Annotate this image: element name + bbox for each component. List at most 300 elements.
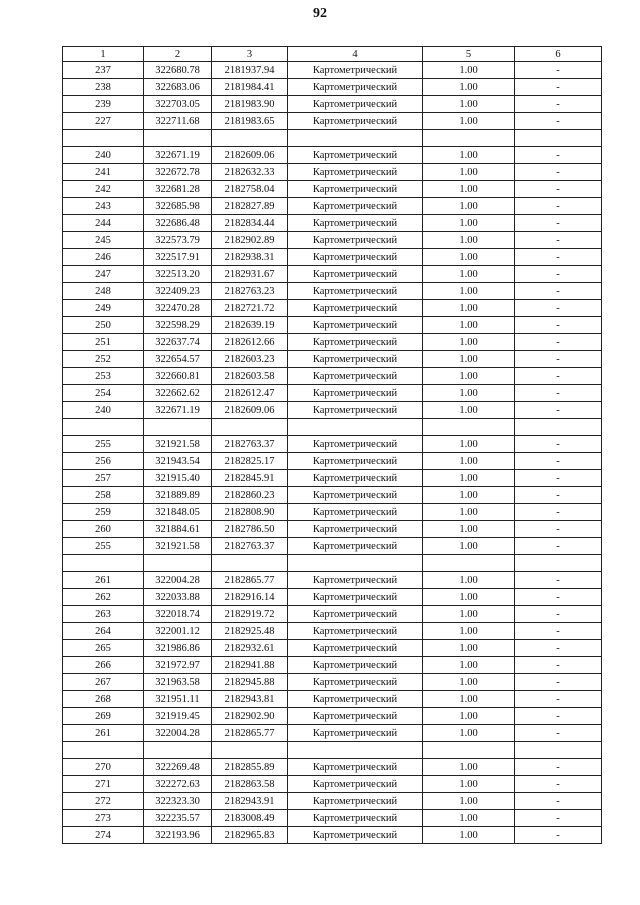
table-cell: 1.00 — [423, 249, 515, 266]
table-cell: Картометрический — [288, 725, 423, 742]
table-cell: 1.00 — [423, 266, 515, 283]
table-cell: - — [515, 623, 602, 640]
table-cell: - — [515, 538, 602, 555]
table-cell: 270 — [63, 759, 144, 776]
table-cell: - — [515, 283, 602, 300]
table-cell — [288, 555, 423, 572]
table-row — [63, 249, 602, 266]
table-cell: 322004.28 — [144, 725, 212, 742]
table-cell: 322681.28 — [144, 181, 212, 198]
table-cell: 2182945.88 — [212, 674, 288, 691]
table-cell: 322004.28 — [144, 572, 212, 589]
table-cell: 245 — [63, 232, 144, 249]
table-cell: 247 — [63, 266, 144, 283]
table-cell: 322018.74 — [144, 606, 212, 623]
table-cell: - — [515, 79, 602, 96]
table-cell: 322409.23 — [144, 283, 212, 300]
table-cell: 240 — [63, 402, 144, 419]
table-cell: - — [515, 572, 602, 589]
table-cell: 1.00 — [423, 759, 515, 776]
table-cell — [288, 419, 423, 436]
table-cell: 2182865.77 — [212, 725, 288, 742]
table-cell: 2181983.65 — [212, 113, 288, 130]
table-cell: Картометрический — [288, 708, 423, 725]
table-cell — [515, 130, 602, 147]
table-cell: - — [515, 266, 602, 283]
table-cell: 2182865.77 — [212, 572, 288, 589]
table-body — [63, 62, 602, 844]
table-cell: 241 — [63, 164, 144, 181]
table-cell: Картометрический — [288, 79, 423, 96]
table-row — [63, 470, 602, 487]
table-row — [63, 708, 602, 725]
table-cell: 2182827.89 — [212, 198, 288, 215]
table-cell: 2182902.90 — [212, 708, 288, 725]
table-cell: Картометрический — [288, 334, 423, 351]
table-cell: 269 — [63, 708, 144, 725]
table-cell — [423, 555, 515, 572]
table-row — [63, 79, 602, 96]
table-cell: 2181983.90 — [212, 96, 288, 113]
table-cell: 2182721.72 — [212, 300, 288, 317]
table-cell: 321951.11 — [144, 691, 212, 708]
table-cell: 1.00 — [423, 198, 515, 215]
table-cell — [212, 419, 288, 436]
table-cell: 2181984.41 — [212, 79, 288, 96]
table-cell — [515, 742, 602, 759]
table-row — [63, 691, 602, 708]
table-cell: 322235.57 — [144, 810, 212, 827]
table-row — [63, 521, 602, 538]
table-cell — [212, 130, 288, 147]
table-cell: 322513.20 — [144, 266, 212, 283]
table-cell: 321915.40 — [144, 470, 212, 487]
page-number: 92 — [313, 6, 327, 21]
table-cell: - — [515, 453, 602, 470]
table-cell — [63, 742, 144, 759]
table-cell: - — [515, 300, 602, 317]
table-cell: Картометрический — [288, 96, 423, 113]
column-header-3: 3 — [212, 47, 288, 62]
table-cell: - — [515, 691, 602, 708]
table-row — [63, 589, 602, 606]
table-cell — [212, 742, 288, 759]
table-cell: 2182612.66 — [212, 334, 288, 351]
table-cell: 266 — [63, 657, 144, 674]
table-cell: 1.00 — [423, 385, 515, 402]
table-row — [63, 164, 602, 181]
table-cell: 246 — [63, 249, 144, 266]
table-cell: 322269.48 — [144, 759, 212, 776]
table-cell: 273 — [63, 810, 144, 827]
table-cell: 1.00 — [423, 572, 515, 589]
table-cell: 2182925.48 — [212, 623, 288, 640]
table-cell — [144, 130, 212, 147]
table-row — [63, 266, 602, 283]
table-row — [63, 640, 602, 657]
table-cell: 2182612.47 — [212, 385, 288, 402]
table-cell: 322517.91 — [144, 249, 212, 266]
table-row — [63, 623, 602, 640]
table-cell: Картометрический — [288, 623, 423, 640]
table-row — [63, 368, 602, 385]
table-cell: 1.00 — [423, 793, 515, 810]
column-header-5: 5 — [423, 47, 515, 62]
table-cell: - — [515, 385, 602, 402]
table-cell: 274 — [63, 827, 144, 844]
table-cell: - — [515, 334, 602, 351]
table-cell: Картометрический — [288, 589, 423, 606]
table-cell: 1.00 — [423, 623, 515, 640]
table-cell: - — [515, 436, 602, 453]
table-cell: - — [515, 317, 602, 334]
table-cell: 2182855.89 — [212, 759, 288, 776]
table-row — [63, 334, 602, 351]
table-cell: Картометрический — [288, 606, 423, 623]
table-row — [63, 725, 602, 742]
coordinates-table — [62, 46, 602, 844]
table-cell: 322323.30 — [144, 793, 212, 810]
table-cell: 1.00 — [423, 827, 515, 844]
table-cell: - — [515, 640, 602, 657]
table-cell: 322672.78 — [144, 164, 212, 181]
column-header-4: 4 — [288, 47, 423, 62]
table-cell: 322193.96 — [144, 827, 212, 844]
table-cell: 2182931.67 — [212, 266, 288, 283]
table-row — [63, 402, 602, 419]
table-cell — [212, 555, 288, 572]
table-cell: 322703.05 — [144, 96, 212, 113]
table-cell: 262 — [63, 589, 144, 606]
table-cell: 1.00 — [423, 674, 515, 691]
table-row — [63, 62, 602, 79]
table-cell: 227 — [63, 113, 144, 130]
table-cell: 1.00 — [423, 538, 515, 555]
table-cell: - — [515, 368, 602, 385]
table-cell: 321963.58 — [144, 674, 212, 691]
table-cell: 256 — [63, 453, 144, 470]
table-cell: - — [515, 487, 602, 504]
table-cell: 2182808.90 — [212, 504, 288, 521]
table-cell: 2182758.04 — [212, 181, 288, 198]
table-cell: Картометрический — [288, 436, 423, 453]
table-cell: 322660.81 — [144, 368, 212, 385]
table-cell: 244 — [63, 215, 144, 232]
table-cell: 264 — [63, 623, 144, 640]
table-cell: - — [515, 708, 602, 725]
table-cell: 321986.86 — [144, 640, 212, 657]
table-cell: 322662.62 — [144, 385, 212, 402]
table-cell: Картометрический — [288, 351, 423, 368]
table-cell: - — [515, 164, 602, 181]
table-row — [63, 300, 602, 317]
table-cell: 2182825.17 — [212, 453, 288, 470]
table-cell: 1.00 — [423, 606, 515, 623]
table-cell: Картометрический — [288, 402, 423, 419]
table-cell: 321943.54 — [144, 453, 212, 470]
table-cell: - — [515, 113, 602, 130]
table-cell: Картометрический — [288, 181, 423, 198]
table-cell: Картометрический — [288, 249, 423, 266]
table-cell: 2182786.50 — [212, 521, 288, 538]
table-cell: - — [515, 776, 602, 793]
table-cell: 243 — [63, 198, 144, 215]
table-row — [63, 317, 602, 334]
table-cell: Картометрический — [288, 198, 423, 215]
table-cell: - — [515, 589, 602, 606]
table-cell: 2182919.72 — [212, 606, 288, 623]
table-cell: 321884.61 — [144, 521, 212, 538]
table-cell: 1.00 — [423, 436, 515, 453]
table-cell: 2182941.88 — [212, 657, 288, 674]
table-row — [63, 181, 602, 198]
table-cell: Картометрический — [288, 572, 423, 589]
table-cell: 1.00 — [423, 79, 515, 96]
column-header-1: 1 — [63, 47, 144, 62]
table-cell: Картометрический — [288, 113, 423, 130]
table-cell: 238 — [63, 79, 144, 96]
table-cell: 268 — [63, 691, 144, 708]
table-cell: 1.00 — [423, 283, 515, 300]
table-row — [63, 215, 602, 232]
table-cell: 252 — [63, 351, 144, 368]
table-cell: 2182943.91 — [212, 793, 288, 810]
table-cell: - — [515, 232, 602, 249]
table-cell: 240 — [63, 147, 144, 164]
table-cell: 257 — [63, 470, 144, 487]
table-cell: 2182938.31 — [212, 249, 288, 266]
table-cell: 322680.78 — [144, 62, 212, 79]
table-row — [63, 385, 602, 402]
table-cell: 322711.68 — [144, 113, 212, 130]
table-cell: Картометрический — [288, 521, 423, 538]
table-cell: 1.00 — [423, 181, 515, 198]
table-cell: - — [515, 215, 602, 232]
table-cell: 272 — [63, 793, 144, 810]
table-cell: Картометрический — [288, 232, 423, 249]
table-cell — [63, 419, 144, 436]
table-cell: Картометрический — [288, 317, 423, 334]
table-cell — [63, 130, 144, 147]
table-cell: Картометрический — [288, 147, 423, 164]
table-row — [63, 827, 602, 844]
table-row — [63, 113, 602, 130]
table-header — [63, 47, 602, 62]
table-cell: Картометрический — [288, 504, 423, 521]
table-cell: 2182943.81 — [212, 691, 288, 708]
table-cell: 2182763.23 — [212, 283, 288, 300]
table-cell: 2182902.89 — [212, 232, 288, 249]
table-cell: 322573.79 — [144, 232, 212, 249]
table-cell: 260 — [63, 521, 144, 538]
separator-row — [63, 742, 602, 759]
table-cell: Картометрический — [288, 657, 423, 674]
table-cell: 2182845.91 — [212, 470, 288, 487]
table-row — [63, 674, 602, 691]
table-cell: 1.00 — [423, 113, 515, 130]
table-cell: Картометрический — [288, 674, 423, 691]
table-cell: 1.00 — [423, 62, 515, 79]
table-cell: Картометрический — [288, 283, 423, 300]
table-cell: Картометрический — [288, 215, 423, 232]
table-cell: Картометрический — [288, 266, 423, 283]
table-cell — [423, 419, 515, 436]
table-cell: 1.00 — [423, 164, 515, 181]
table-cell: 321848.05 — [144, 504, 212, 521]
table-cell: 322654.57 — [144, 351, 212, 368]
table-cell: 2182860.23 — [212, 487, 288, 504]
table-cell: - — [515, 351, 602, 368]
table-cell: 259 — [63, 504, 144, 521]
table-cell: - — [515, 249, 602, 266]
table-cell: - — [515, 147, 602, 164]
column-header-2: 2 — [144, 47, 212, 62]
table-row — [63, 793, 602, 810]
table-cell — [423, 130, 515, 147]
table-cell: 2182763.37 — [212, 436, 288, 453]
table-row — [63, 232, 602, 249]
table-cell: 251 — [63, 334, 144, 351]
table-cell: 2182603.58 — [212, 368, 288, 385]
table-cell: Картометрический — [288, 487, 423, 504]
table-cell: 1.00 — [423, 232, 515, 249]
table-cell: 322272.63 — [144, 776, 212, 793]
table-cell: 242 — [63, 181, 144, 198]
table-cell: 321921.58 — [144, 538, 212, 555]
table-cell: 2182603.23 — [212, 351, 288, 368]
table-cell: 1.00 — [423, 453, 515, 470]
table-cell: - — [515, 827, 602, 844]
table-cell: - — [515, 793, 602, 810]
table-cell: Картометрический — [288, 640, 423, 657]
table-cell: 2182609.06 — [212, 147, 288, 164]
table-cell — [144, 742, 212, 759]
table-row — [63, 538, 602, 555]
table-cell: - — [515, 674, 602, 691]
table-cell: Картометрический — [288, 164, 423, 181]
table-row — [63, 776, 602, 793]
table-cell: 1.00 — [423, 334, 515, 351]
table-row — [63, 283, 602, 300]
table-cell: 1.00 — [423, 504, 515, 521]
table-cell: 1.00 — [423, 640, 515, 657]
table-cell: 2182639.19 — [212, 317, 288, 334]
table-cell — [144, 555, 212, 572]
table-cell: 322671.19 — [144, 147, 212, 164]
table-cell: Картометрический — [288, 810, 423, 827]
table-cell: 258 — [63, 487, 144, 504]
table-cell: Картометрический — [288, 453, 423, 470]
table-row — [63, 572, 602, 589]
table-cell: 261 — [63, 572, 144, 589]
table-cell: 271 — [63, 776, 144, 793]
table-cell: 2182932.61 — [212, 640, 288, 657]
table-row — [63, 198, 602, 215]
table-cell: Картометрический — [288, 793, 423, 810]
table-cell: 250 — [63, 317, 144, 334]
header-row — [63, 47, 602, 62]
table-cell — [144, 419, 212, 436]
table-cell: 1.00 — [423, 589, 515, 606]
table-cell: 265 — [63, 640, 144, 657]
table-cell: 255 — [63, 436, 144, 453]
table-cell: 1.00 — [423, 810, 515, 827]
table-cell: 2182763.37 — [212, 538, 288, 555]
table-cell: 254 — [63, 385, 144, 402]
table-cell: Картометрический — [288, 300, 423, 317]
table-cell: 261 — [63, 725, 144, 742]
separator-row — [63, 419, 602, 436]
table-row — [63, 453, 602, 470]
table-cell: 253 — [63, 368, 144, 385]
table-cell: 255 — [63, 538, 144, 555]
table-cell: 1.00 — [423, 487, 515, 504]
table-cell: 1.00 — [423, 300, 515, 317]
table-row — [63, 810, 602, 827]
table-cell: 1.00 — [423, 147, 515, 164]
table-cell: 2182863.58 — [212, 776, 288, 793]
table-cell: 1.00 — [423, 657, 515, 674]
table-cell: 1.00 — [423, 402, 515, 419]
table-cell: 1.00 — [423, 317, 515, 334]
table-row — [63, 351, 602, 368]
table-row — [63, 96, 602, 113]
table-cell: 322671.19 — [144, 402, 212, 419]
table-row — [63, 487, 602, 504]
table-cell — [288, 130, 423, 147]
table-cell: 322683.06 — [144, 79, 212, 96]
table-cell: 237 — [63, 62, 144, 79]
table-cell: 1.00 — [423, 368, 515, 385]
table-cell: 1.00 — [423, 691, 515, 708]
table-row — [63, 504, 602, 521]
table-cell: - — [515, 759, 602, 776]
table-cell: - — [515, 181, 602, 198]
table-cell — [288, 742, 423, 759]
table-cell: Картометрический — [288, 827, 423, 844]
table-cell: Картометрический — [288, 538, 423, 555]
table-cell: 1.00 — [423, 215, 515, 232]
table-cell — [515, 419, 602, 436]
table-row — [63, 759, 602, 776]
table-cell: - — [515, 504, 602, 521]
table-cell: 2182965.83 — [212, 827, 288, 844]
column-header-6: 6 — [515, 47, 602, 62]
table-cell: 249 — [63, 300, 144, 317]
table-cell: - — [515, 198, 602, 215]
table-cell: - — [515, 62, 602, 79]
table-cell: 2182916.14 — [212, 589, 288, 606]
table-cell: 321921.58 — [144, 436, 212, 453]
table-cell: 267 — [63, 674, 144, 691]
table-cell: 2182632.33 — [212, 164, 288, 181]
separator-row — [63, 555, 602, 572]
table-cell: - — [515, 725, 602, 742]
table-cell: Картометрический — [288, 368, 423, 385]
table-cell: Картометрический — [288, 776, 423, 793]
table-cell: - — [515, 470, 602, 487]
table-row — [63, 436, 602, 453]
table-cell: 2182609.06 — [212, 402, 288, 419]
table-cell: 322598.29 — [144, 317, 212, 334]
table-cell: 1.00 — [423, 708, 515, 725]
table-cell: 2183008.49 — [212, 810, 288, 827]
table-cell: - — [515, 402, 602, 419]
table-cell: 1.00 — [423, 470, 515, 487]
table-row — [63, 147, 602, 164]
table-cell: 263 — [63, 606, 144, 623]
table-cell: 322686.48 — [144, 215, 212, 232]
